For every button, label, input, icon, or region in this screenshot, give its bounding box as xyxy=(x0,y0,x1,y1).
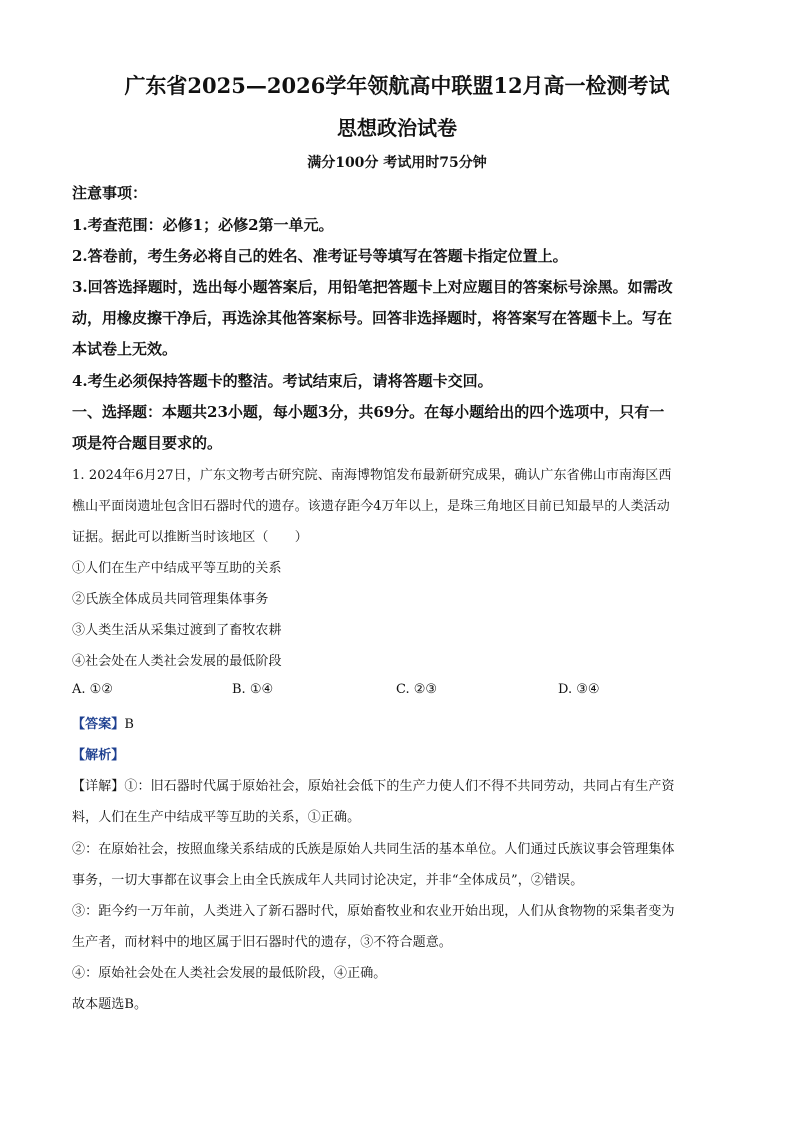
detail-tag: 【详解】 xyxy=(72,779,125,794)
analysis-line xyxy=(72,744,124,763)
analysis-tag: 【解析】 xyxy=(72,748,125,763)
section-heading: 一、选择题：本题共23小题，每小题3分，共69分。在每小题给出的四个选项中，只有一 xyxy=(72,403,665,421)
notice-line: 2.答卷前，考生务必将自己的姓名、准考证号等填写在答题卡指定位置上。 xyxy=(72,247,568,265)
answer-tag: 【答案】 xyxy=(72,717,125,732)
exam-title: 广东省2025—2026学年领航高中联盟12月高一检测考试 xyxy=(124,73,670,98)
question-stem: 证据。据此可以推断当时该地区（ ） xyxy=(72,530,308,545)
analysis-text: 故本题选B。 xyxy=(72,997,148,1012)
question-stem: 1. 2024年6月27日，广东文物考古研究院、南海博物馆发布最新研究成果，确认广东省佛山市南海区西 xyxy=(72,468,672,483)
notice-heading: 注意事项： xyxy=(72,184,148,202)
statement: ①人们在生产中结成平等互助的关系 xyxy=(72,561,282,576)
answer-value: B xyxy=(124,717,135,732)
option-c: C. ②③ xyxy=(396,682,438,697)
analysis-text: ②：在原始社会，按照血缘关系结成的氏族是原始人共同生活的基本单位。人们通过氏族议事会管理集体 xyxy=(72,842,675,857)
option-b: B. ①④ xyxy=(232,682,274,697)
statement: ②氏族全体成员共同管理集体事务 xyxy=(72,592,269,607)
analysis-text: 事务，一切大事都在议事会上由全氏族成年人共同讨论决定，并非“全体成员”，②错误。 xyxy=(72,873,584,888)
subject-title: 思想政治试卷 xyxy=(337,116,457,140)
notice-line: 本试卷上无效。 xyxy=(72,340,178,358)
score-time: 满分100分 考试用时75分钟 xyxy=(307,155,487,171)
notice-line: 4.考生必须保持答题卡的整洁。考试结束后，请将答题卡交回。 xyxy=(72,372,493,390)
statement: ④社会处在人类社会发展的最低阶段 xyxy=(72,654,282,669)
question-stem: 樵山平面岗遗址包含旧石器时代的遗存。该遗存距今4万年以上，是珠三角地区目前已知最早的人类活动 xyxy=(72,499,670,514)
section-heading: 项是符合题目要求的。 xyxy=(72,434,223,452)
notice-line: 动，用橡皮擦干净后，再选涂其他答案标号。回答非选择题时，将答案写在答题卡上。写在 xyxy=(72,309,673,327)
analysis-text: ④：原始社会处在人类社会发展的最低阶段，④正确。 xyxy=(72,966,387,981)
analysis-text-span: ①：旧石器时代属于原始社会，原始社会低下的生产力使人们不得不共同劳动，共同占有生产资 xyxy=(124,779,675,794)
analysis-text xyxy=(72,775,675,794)
notice-line: 3.回答选择题时，选出每小题答案后，用铅笔把答题卡上对应题目的答案标号涂黑。如需改 xyxy=(72,278,673,296)
statement: ③人类生活从采集过渡到了畜牧农耕 xyxy=(72,623,282,638)
analysis-text: 生产者，而材料中的地区属于旧石器时代的遗存，③不符合题意。 xyxy=(72,935,452,950)
analysis-text: 料，人们在生产中结成平等互助的关系，①正确。 xyxy=(72,810,361,825)
notice-line: 1.考查范围：必修1；必修2第一单元。 xyxy=(72,216,334,234)
answer-line xyxy=(72,713,134,732)
analysis-text: ③：距今约一万年前，人类进入了新石器时代，原始畜牧业和农业开始出现，人们从食物物的采集者变为 xyxy=(72,904,675,919)
option-d: D. ③④ xyxy=(558,682,600,697)
option-a: A. ①② xyxy=(72,682,113,697)
